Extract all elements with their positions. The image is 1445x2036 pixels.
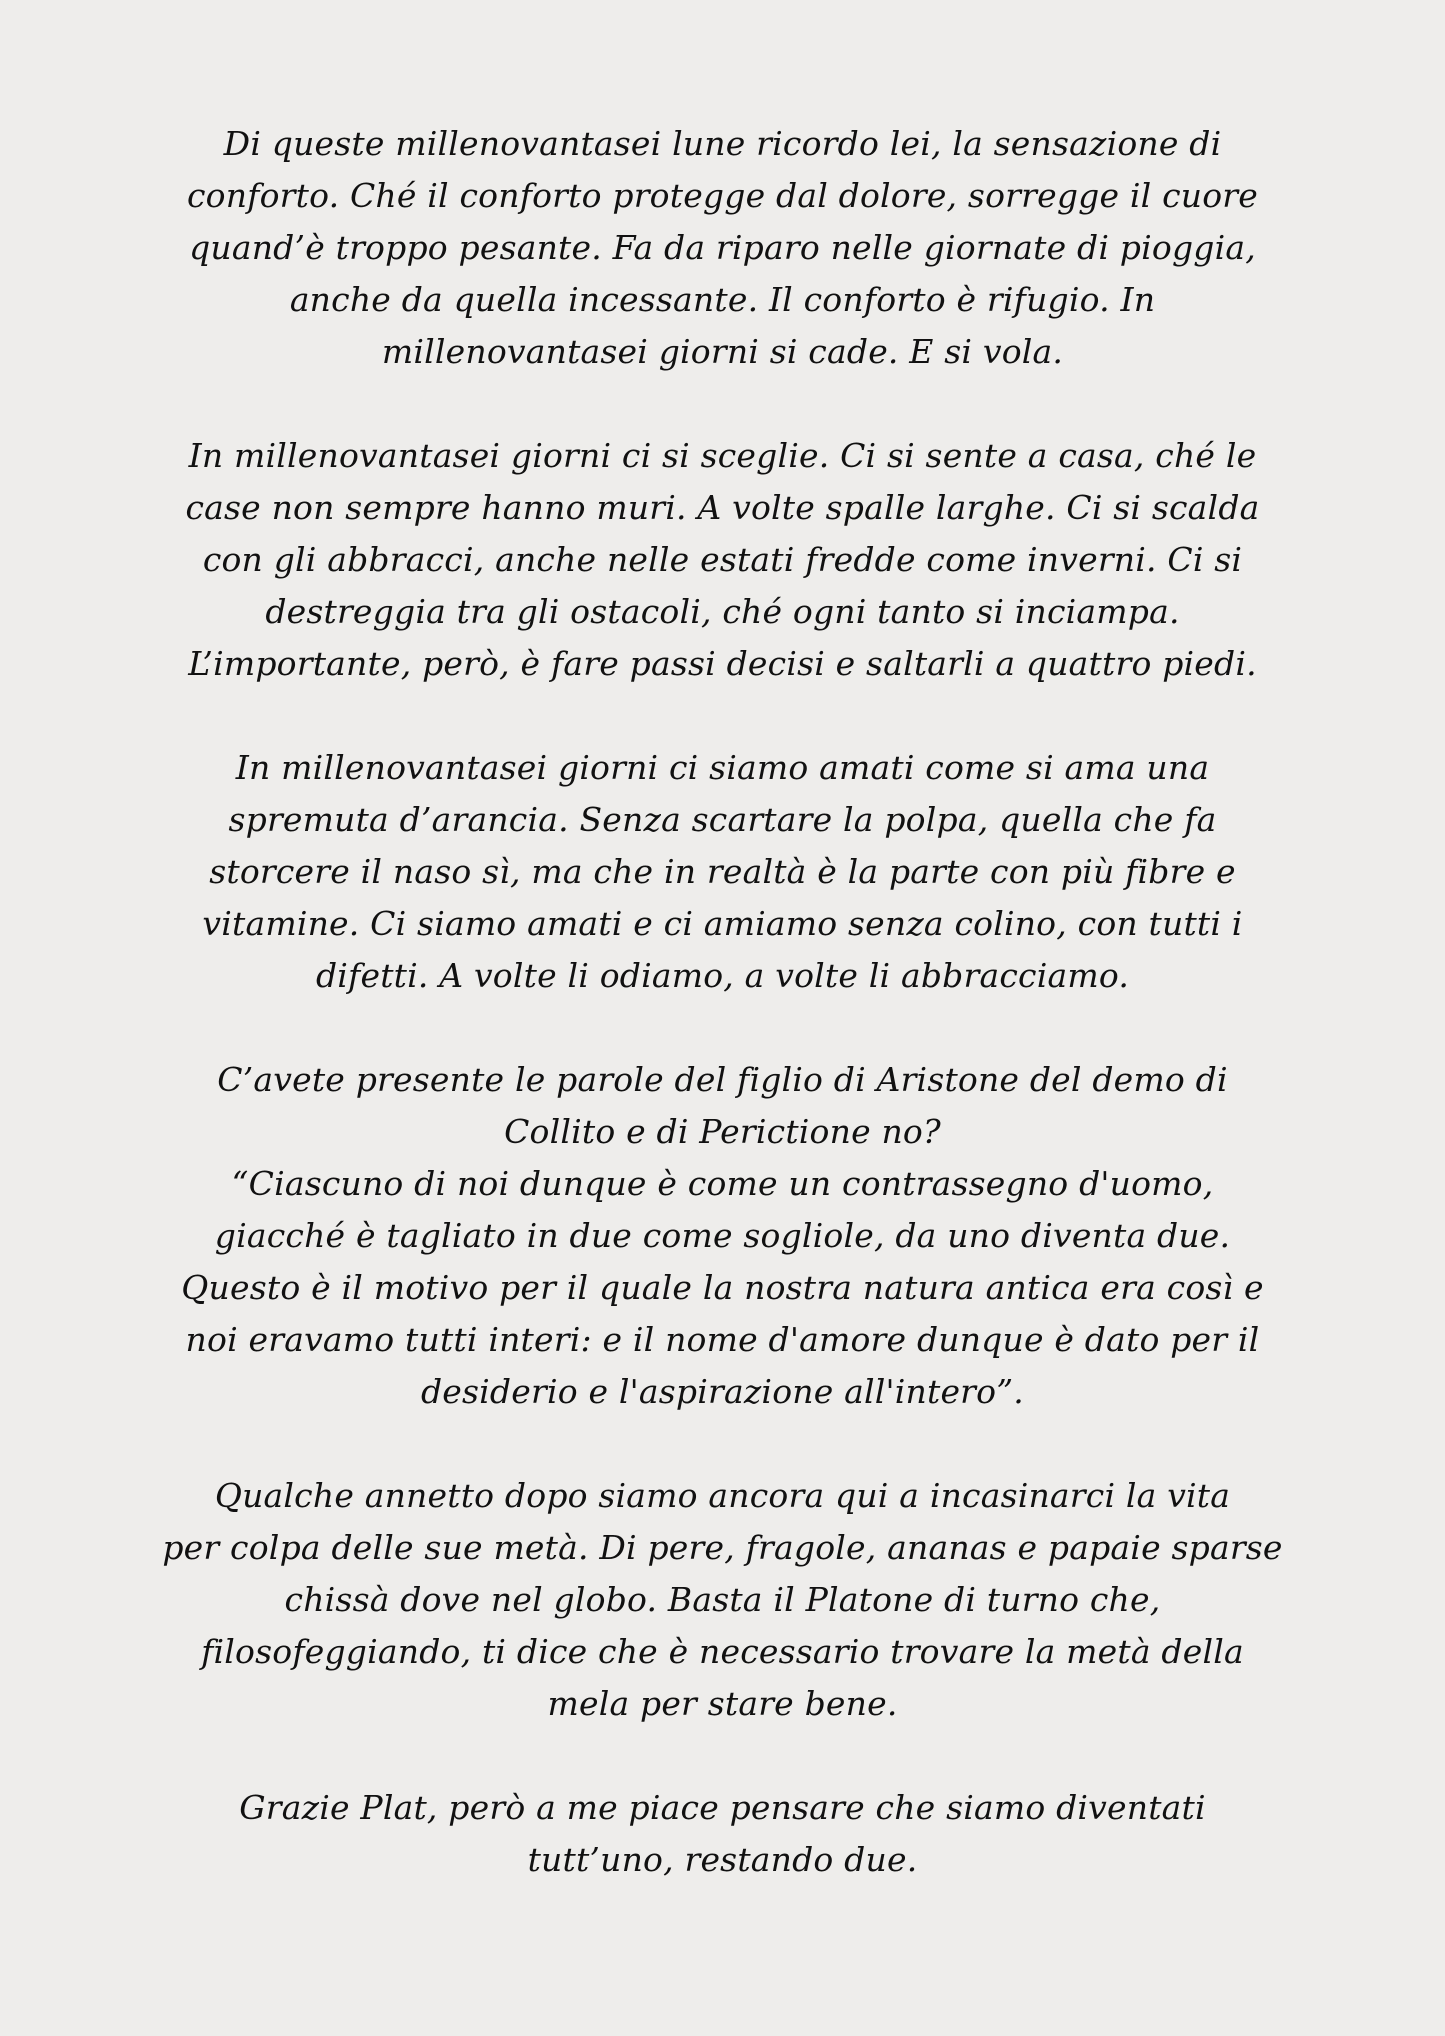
text-line: anche da quella incessante. Il conforto è rifugio. In <box>289 280 1156 319</box>
paragraph-comfort <box>0 118 1445 378</box>
paragraph-closing <box>0 1782 1445 1886</box>
text-line: quand’è troppo pesante. Fa da riparo nelle giornate di pioggia, <box>189 228 1256 267</box>
text-line: vitamine. Ci siamo amati e ci amiamo senza colino, con tutti i <box>202 904 1243 943</box>
paragraph-plato-quote <box>0 1054 1445 1418</box>
text-line: conforto. Ché il conforto protegge dal dolore, sorregge il cuore <box>186 176 1258 215</box>
text-line: spremuta d’arancia. Senza scartare la polpa, quella che fa <box>228 800 1217 839</box>
text-line: per colpa delle sue metà. Di pere, fragole, ananas e papaie sparse <box>162 1528 1283 1567</box>
quote-line: noi eravamo tutti interi: e il nome d'amore dunque è dato per il <box>185 1320 1260 1359</box>
paragraph-love <box>0 742 1445 1002</box>
paragraph-choosing <box>0 430 1445 690</box>
quote-line: Questo è il motivo per il quale la nostra natura antica era così e <box>181 1268 1264 1307</box>
text-line: millenovantasei giorni si cade. E si vola. <box>381 332 1064 371</box>
paragraph-halves <box>0 1470 1445 1730</box>
text-line: difetti. A volte li odiamo, a volte li abbracciamo. <box>315 956 1130 995</box>
text-line: filosofeggiando, ti dice che è necessario trovare la metà della <box>201 1632 1244 1671</box>
text-line: mela per stare bene. <box>547 1684 898 1723</box>
text-line: In millenovantasei giorni ci si sceglie. Ci si sente a casa, ché le <box>188 436 1257 475</box>
quote-line: “Ciascuno di noi dunque è come un contrassegno d'uomo, <box>231 1164 1214 1203</box>
text-line: chissà dove nel globo. Basta il Platone di turno che, <box>284 1580 1161 1619</box>
text-line: C’avete presente le parole del figlio di Aristone del demo di <box>217 1060 1228 1099</box>
text-line: L’importante, però, è fare passi decisi e saltarli a quattro piedi. <box>188 644 1257 683</box>
quote-line: desiderio e l'aspirazione all'intero”. <box>420 1372 1024 1411</box>
document-page <box>0 118 1445 1938</box>
text-line: Qualche annetto dopo siamo ancora qui a incasinarci la vita <box>214 1476 1231 1515</box>
text-line: case non sempre hanno muri. A volte spalle larghe. Ci si scalda <box>185 488 1260 527</box>
text-line: tutt’uno, restando due. <box>527 1840 918 1879</box>
quote-line: giacché è tagliato in due come sogliole, da uno diventa due. <box>214 1216 1231 1255</box>
text-line: destreggia tra gli ostacoli, ché ogni tanto si inciampa. <box>265 592 1180 631</box>
text-line: con gli abbracci, anche nelle estati fredde come inverni. Ci si <box>202 540 1243 579</box>
text-line: Di queste millenovantasei lune ricordo lei, la sensazione di <box>223 124 1222 163</box>
text-line: storcere il naso sì, ma che in realtà è la parte con più fibre e <box>209 852 1236 891</box>
text-line: Collito e di Perictione no? <box>504 1112 941 1151</box>
text-line: Grazie Plat, però a me piace pensare che siamo diventati <box>239 1788 1206 1827</box>
text-line: In millenovantasei giorni ci siamo amati come si ama una <box>235 748 1210 787</box>
